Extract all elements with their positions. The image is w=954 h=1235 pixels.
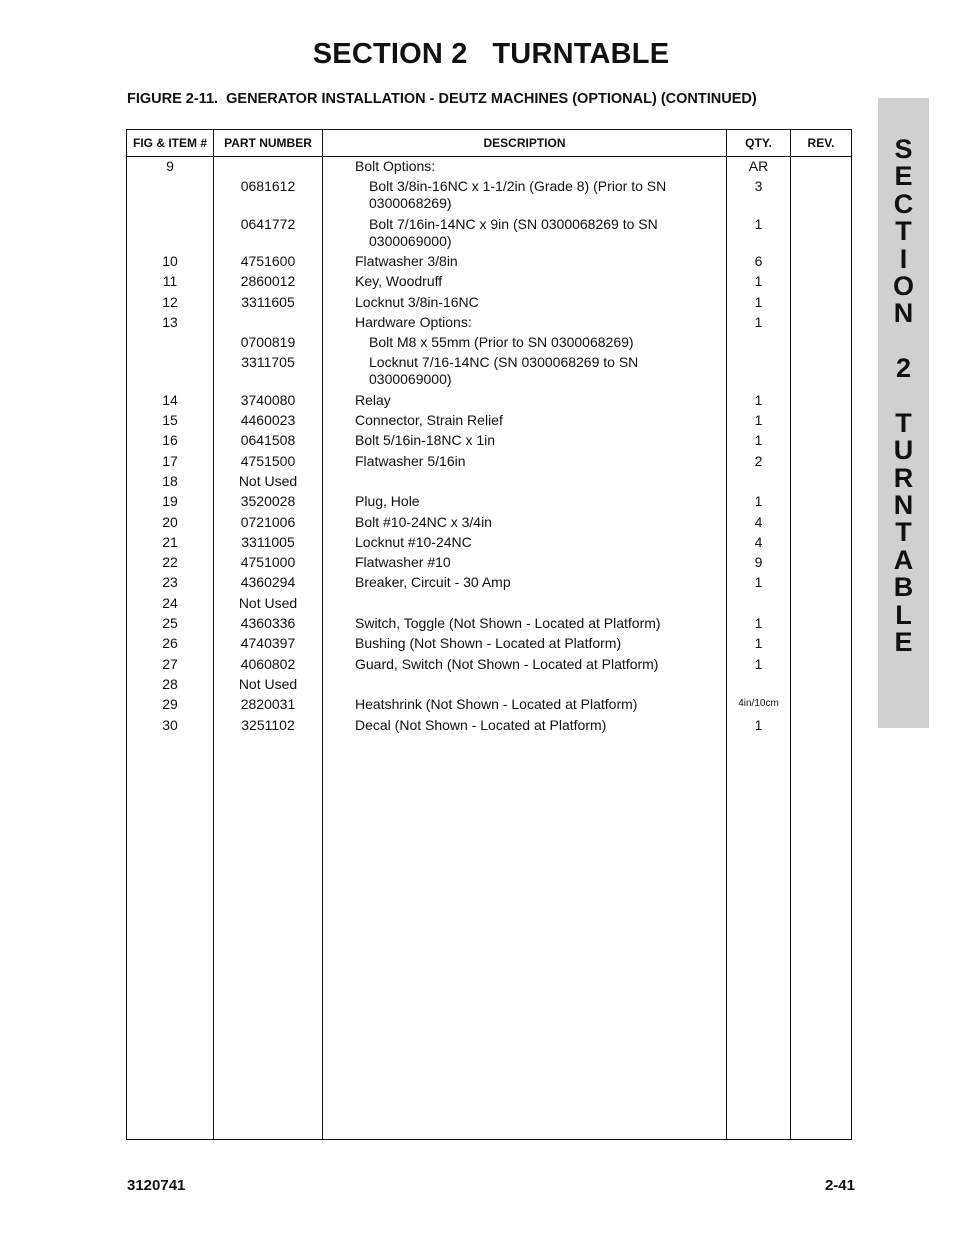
part-number: 4060802 bbox=[240, 655, 296, 672]
part-number: 2860012 bbox=[240, 273, 296, 290]
description: Bolt 5/16in-18NC x 1in bbox=[355, 432, 496, 449]
side-tab-letter: L bbox=[895, 599, 912, 630]
item-number: 25 bbox=[162, 615, 178, 631]
item-number: 21 bbox=[162, 533, 178, 550]
item-number: 16 bbox=[162, 432, 178, 449]
quantity: 9 bbox=[754, 554, 763, 571]
header-rev: REV. bbox=[807, 136, 835, 150]
item-number: 13 bbox=[162, 313, 178, 330]
quantity: 1 bbox=[754, 273, 763, 290]
side-tab-letter: T bbox=[895, 517, 912, 548]
side-tab-label bbox=[878, 136, 929, 656]
side-tab-letter bbox=[878, 328, 929, 355]
column-divider bbox=[322, 130, 323, 1139]
part-number: 0681612 bbox=[240, 178, 296, 195]
side-tab-letter bbox=[878, 383, 929, 410]
item-number: 24 bbox=[162, 594, 178, 611]
description: Bolt 3/8in-16NC x 1-1/2in (Grade 8) (Prior to SN 0300068269) bbox=[369, 178, 667, 212]
quantity: 1 bbox=[754, 716, 763, 733]
header-qty: QTY. bbox=[745, 136, 772, 150]
item-number: 12 bbox=[162, 293, 178, 310]
part-number: 3311605 bbox=[241, 293, 295, 310]
side-tab-letter: N bbox=[893, 490, 914, 521]
quantity: 4 bbox=[754, 513, 763, 530]
parts-table bbox=[126, 129, 852, 1140]
quantity: 1 bbox=[754, 493, 763, 510]
item-number: 9 bbox=[166, 158, 174, 174]
section-side-tab bbox=[878, 98, 929, 728]
item-number: 27 bbox=[162, 655, 178, 672]
description: Connector, Strain Relief bbox=[355, 412, 503, 428]
quantity: 2 bbox=[754, 452, 763, 469]
quantity: 4 bbox=[754, 533, 763, 550]
description: Switch, Toggle (Not Shown - Located at Platform) bbox=[355, 615, 661, 631]
description: Key, Woodruff bbox=[355, 273, 443, 290]
quantity: 1 bbox=[754, 391, 763, 408]
part-number: 3251102 bbox=[241, 716, 295, 733]
description: Guard, Switch (Not Shown - Located at Platform) bbox=[355, 655, 659, 672]
quantity: 1 bbox=[754, 412, 763, 428]
item-number: 18 bbox=[162, 472, 178, 489]
quantity: 1 bbox=[754, 432, 763, 449]
item-number: 19 bbox=[162, 493, 178, 510]
description: Breaker, Circuit - 30 Amp bbox=[355, 574, 511, 591]
part-number: 4751500 bbox=[240, 452, 296, 469]
quantity: 1 bbox=[754, 313, 763, 330]
side-tab-letter: T bbox=[895, 407, 912, 438]
item-number: 23 bbox=[162, 574, 178, 591]
header-divider bbox=[127, 156, 851, 157]
quantity: 1 bbox=[754, 574, 763, 591]
quantity: 3 bbox=[754, 178, 763, 195]
description: Locknut 7/16-14NC (SN 0300068269 to SN 0300069000) bbox=[369, 354, 639, 388]
doc-number: 3120741 bbox=[127, 1177, 186, 1194]
part-number: 3520028 bbox=[240, 493, 296, 510]
item-number: 17 bbox=[162, 452, 178, 469]
side-tab-letter: A bbox=[893, 544, 914, 575]
quantity: 1 bbox=[754, 615, 763, 631]
part-number: 4740397 bbox=[240, 635, 296, 652]
description: Locknut 3/8in-16NC bbox=[355, 293, 479, 310]
side-tab-letter: T bbox=[895, 216, 912, 247]
description: Heatshrink (Not Shown - Located at Platform) bbox=[355, 696, 638, 713]
part-number: 2820031 bbox=[240, 696, 296, 713]
part-number: 4360336 bbox=[240, 615, 296, 631]
item-number: 11 bbox=[162, 273, 178, 290]
description: Bolt Options: bbox=[355, 158, 436, 174]
side-tab-letter: C bbox=[893, 188, 914, 219]
part-number: 4360294 bbox=[240, 574, 296, 591]
part-number: Not Used bbox=[238, 594, 298, 611]
part-number: 0700819 bbox=[240, 334, 296, 351]
part-number: 3740080 bbox=[240, 391, 296, 408]
part-number: Not Used bbox=[238, 675, 298, 692]
part-number: 0641772 bbox=[240, 215, 296, 232]
item-number: 26 bbox=[162, 635, 178, 652]
description: Hardware Options: bbox=[355, 313, 472, 330]
item-number: 14 bbox=[162, 391, 178, 408]
column-divider bbox=[790, 130, 791, 1139]
item-number: 28 bbox=[162, 675, 178, 692]
part-number: 4751000 bbox=[240, 554, 296, 571]
side-tab-letter: N bbox=[893, 298, 914, 329]
page-number: 2-41 bbox=[824, 1177, 855, 1194]
quantity: 1 bbox=[754, 293, 763, 310]
side-tab-letter: S bbox=[894, 134, 913, 164]
description: Bolt M8 x 55mm (Prior to SN 0300068269) bbox=[369, 334, 634, 351]
side-tab-letter: 2 bbox=[895, 353, 912, 384]
description: Plug, Hole bbox=[355, 493, 420, 510]
description: Locknut #10-24NC bbox=[355, 533, 472, 550]
part-number: 4460023 bbox=[240, 412, 296, 428]
side-tab-letter: R bbox=[893, 462, 914, 493]
side-tab-letter: U bbox=[893, 435, 914, 466]
section-title: SECTION 2 TURNTABLE bbox=[312, 38, 670, 70]
item-number: 15 bbox=[162, 412, 178, 428]
part-number: 0721006 bbox=[240, 513, 296, 530]
item-number: 20 bbox=[162, 513, 178, 530]
description: Flatwasher 3/8in bbox=[355, 252, 458, 269]
description: Flatwasher #10 bbox=[355, 554, 451, 571]
description: Bolt #10-24NC x 3/4in bbox=[355, 513, 492, 530]
side-tab-letter: O bbox=[892, 270, 914, 301]
header-item: FIG & ITEM # bbox=[132, 136, 207, 150]
side-tab-letter: B bbox=[893, 572, 914, 603]
quantity: 4in/10cm bbox=[738, 698, 779, 710]
description: Flatwasher 5/16in bbox=[355, 452, 466, 469]
part-number: 0641508 bbox=[240, 432, 296, 449]
part-number: Not Used bbox=[238, 472, 298, 489]
quantity: 6 bbox=[754, 252, 763, 269]
quantity: 1 bbox=[754, 655, 763, 672]
item-number: 30 bbox=[162, 716, 178, 733]
item-number: 22 bbox=[162, 554, 178, 571]
description: Bushing (Not Shown - Located at Platform) bbox=[355, 635, 622, 652]
quantity: 1 bbox=[754, 215, 763, 232]
description: Decal (Not Shown - Located at Platform) bbox=[355, 716, 607, 733]
part-number: 3311705 bbox=[241, 354, 295, 371]
quantity: 1 bbox=[754, 635, 763, 652]
description: Bolt 7/16in-14NC x 9in (SN 0300068269 to SN 0300069000) bbox=[369, 215, 658, 249]
side-tab-letter: I bbox=[899, 243, 908, 274]
header-part-number: PART NUMBER bbox=[224, 136, 312, 150]
item-number: 10 bbox=[162, 252, 178, 269]
figure-title: FIGURE 2-11. GENERATOR INSTALLATION - DEUTZ MACHINES (OPTIONAL) (CONTINUED) bbox=[127, 91, 757, 107]
part-number: 4751600 bbox=[240, 252, 296, 269]
part-number: 3311005 bbox=[241, 533, 295, 550]
header-description: DESCRIPTION bbox=[483, 136, 566, 150]
item-number: 29 bbox=[162, 696, 178, 713]
side-tab-letter: E bbox=[894, 161, 913, 192]
side-tab-letter: E bbox=[894, 627, 913, 658]
description: Relay bbox=[355, 391, 391, 408]
quantity: AR bbox=[748, 158, 769, 174]
